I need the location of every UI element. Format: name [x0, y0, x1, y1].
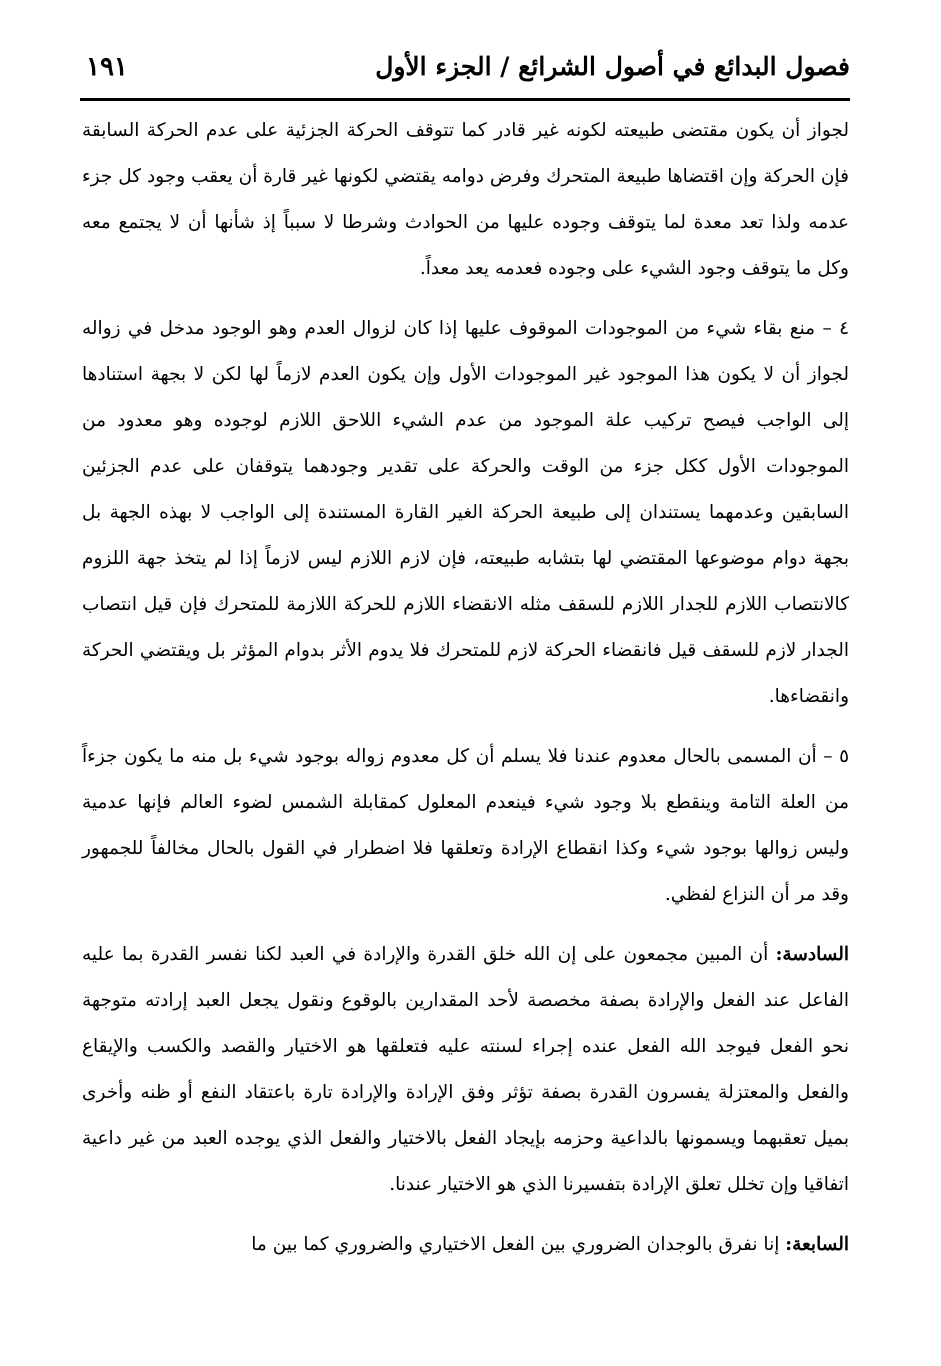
paragraph: [82, 108, 849, 292]
paragraph-text: ٥ – أن المسمى بالحال معدوم عندنا فلا يسلم أن كل معدوم زواله بوجود شيء بل منه ما يكون جزءاً من العلة التامة وينقطع بلا وجود شيء فينعدم المعلول كمقابلة الشمس لضوء العالم فإنها عدمية وليس زوالها بوجود شيء وكذا انقطاع الإرادة وتعلقها فلا اضطرار في القول بالحال مخالفاً للجمهور وقد مر أن النزاع لفظي.: [82, 746, 849, 905]
paragraph-text: ٤ – منع بقاء شيء من الموجودات الموقوف عليها إذا كان لزوال العدم وهو الوجود مدخل في زواله لجواز أن لا يكون هذا الموجود غير الموجودات الأول وإن يكون العدم لازماً لها لكن لا بجهة استنادها إلى الواجب فيصح تركيب علة الموجود من عدم الشيء اللاحق اللازم لوجوده وهو معدود من الموجودات الأول ككل جزء من الوقت والحركة على تقدير وجودهما يتوقفان على عدم الجزئين السابقين وعدمهما يستندان إلى طبيعة الحركة الغير القارة المستندة إلى الواجب لا بهذه الجهة بل بجهة دوام موضوعها المقتضي لها بتشابه طبيعته، فإن لازم اللازم ليس لازماً إذا لم يتخذ جهة اللزوم كالانتصاب اللازم للجدار اللازم للسقف مثله الانقضاء اللازم للحركة اللازمة للمتحرك فإن قيل انتصاب الجدار لازم للسقف قيل فانقضاء الحركة لازم للمتحرك فلا يدوم الأثر بدوام المؤثر بل ويقتضي الحركة وانقضاءها.: [82, 318, 849, 707]
header-rule: [80, 98, 850, 101]
section-lead: السابعة:: [785, 1234, 849, 1255]
page-number: ١٩١: [86, 52, 128, 82]
section-lead: السادسة:: [775, 944, 849, 965]
header-title: فصول البدائع في أصول الشرائع / الجزء الأول: [375, 52, 850, 81]
paragraph-text: أن المبين مجمعون على إن الله خلق القدرة والإرادة في العبد لكنا نفسر القدرة بما عليه الفاعل عند الفعل والإرادة بصفة مخصصة لأحد المقدارين بالوقوع ونقول يجعل العبد إرادته متوجهة نحو الفعل فيوجد الله الفعل عنده إجراء لسنته عليه فتعلقها هو الاختيار والقصد والكسب والإيقاع والفعل والمعتزلة يفسرون القدرة بصفة تؤثر وفق الإرادة والإرادة تارة باعتقاد النفع أو ظنه وأخرى بميل تعقبهما ويسمونها بالداعية وحزمه بإيجاد الفعل بالاختيار والفعل الذي يوجده العبد من غير داعية اتفاقيا وإن تخلل تعلق الإرادة بتفسيرنا الذي هو الاختيار عندنا.: [82, 944, 849, 1195]
paragraph: [82, 734, 849, 918]
paragraph: [82, 306, 849, 720]
page-body: [82, 108, 849, 1268]
paragraph: [82, 1222, 849, 1268]
running-header: [80, 48, 850, 98]
paragraph: [82, 932, 849, 1208]
paragraph-text: لجواز أن يكون مقتضى طبيعته لكونه غير قادر كما تتوقف الحركة الجزئية على عدم الحركة السابقة فإن الحركة وإن اقتضاها طبيعة المتحرك وفرض دوامه يقتضي لكونها غير قارة أن يعقب وجود كل جزء عدمه ولذا تعد معدة لما يتوقف وجوده عليها من الحوادث وشرطا لا سبباً إذ شأنها أن لا يجتمع معه وكل ما يتوقف وجود الشيء على وجوده فعدمه يعد معداً.: [82, 120, 849, 279]
paragraph-text: إنا نفرق بالوجدان الضروري بين الفعل الاختياري والضروري كما بين ما: [251, 1234, 786, 1255]
